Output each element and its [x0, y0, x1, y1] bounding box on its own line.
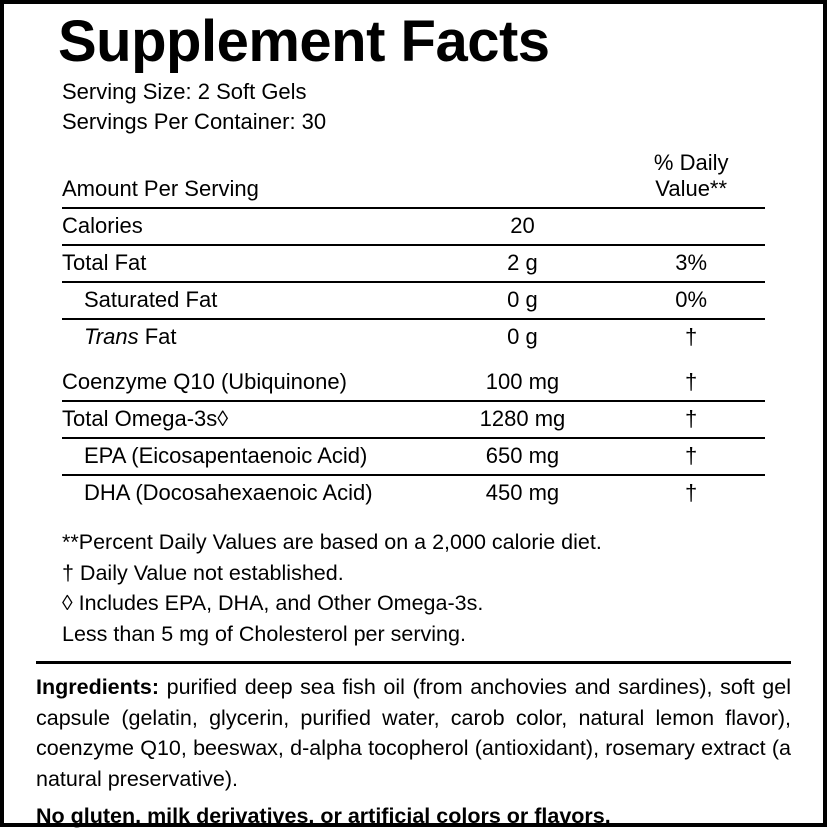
ingredients-section	[36, 661, 791, 829]
footnote-cholesterol: Less than 5 mg of Cholesterol per serving.	[62, 621, 466, 646]
table-header-row	[62, 146, 765, 208]
row-label	[62, 319, 428, 355]
table-row	[62, 365, 765, 401]
footnotes	[62, 527, 765, 649]
row-daily-value: †	[685, 324, 698, 350]
table-row	[62, 319, 765, 355]
footnote-dagger: † Daily Value not established.	[62, 560, 344, 585]
row-daily-value: 0%	[617, 282, 765, 319]
table-row	[62, 475, 765, 511]
ingredients-paragraph	[36, 672, 791, 794]
table-row	[62, 245, 765, 282]
page-title: Supplement Facts	[58, 9, 550, 74]
row-amount: 1280 mg	[428, 401, 618, 438]
servings-per-container: Servings Per Container: 30	[62, 108, 327, 134]
nutrition-table	[62, 146, 765, 355]
row-amount: 100 mg	[428, 365, 618, 401]
row-daily-value: †	[617, 401, 765, 438]
table-row	[62, 438, 765, 475]
row-label: Total Omega-3s◊	[62, 401, 428, 438]
row-label: DHA (Docosahexaenoic Acid)	[84, 480, 373, 506]
row-label: Calories	[62, 208, 428, 245]
footnote-daily-values: **Percent Daily Values are based on a 2,000 calorie diet.	[62, 530, 602, 555]
trans-rest: Fat	[138, 324, 177, 350]
table-row	[62, 208, 765, 245]
row-daily-value	[617, 208, 765, 245]
free-from-statement: No gluten, milk derivatives, or artificial colors or flavors.	[36, 804, 611, 829]
row-amount: 650 mg	[428, 438, 618, 475]
row-label: Saturated Fat	[62, 282, 428, 319]
header-amount-per-serving: Amount Per Serving	[62, 146, 428, 208]
row-amount: 450 mg	[485, 480, 560, 506]
row-amount: 0 g	[507, 324, 538, 350]
table-row	[62, 282, 765, 319]
row-daily-value: †	[617, 365, 765, 401]
trans-italic: Trans	[84, 324, 139, 350]
ingredients-text: purified deep sea fish oil (from anchovies and sardines), soft gel capsule (gelatin, glycerin, purified water, carob color, natural lemon flavor), coenzyme Q10, beeswax, d-alpha tocopherol (antioxidant), rosemary extract (a natural preservative).	[36, 675, 791, 791]
ingredients-label: Ingredients:	[36, 675, 160, 700]
header-amount-spacer	[428, 146, 618, 208]
row-label: Total Fat	[62, 245, 428, 282]
serving-size: Serving Size: 2 Soft Gels	[62, 78, 307, 104]
row-daily-value: †	[685, 480, 698, 506]
row-amount: 2 g	[428, 245, 618, 282]
header-daily-value: % Daily Value**	[617, 146, 765, 208]
row-label: EPA (Eicosapentaenoic Acid)	[62, 438, 428, 475]
table-row	[62, 401, 765, 438]
footnote-lozenge: ◊ Includes EPA, DHA, and Other Omega-3s.	[62, 591, 484, 616]
row-amount: 20	[428, 208, 618, 245]
row-daily-value: 3%	[617, 245, 765, 282]
row-label: Coenzyme Q10 (Ubiquinone)	[62, 365, 428, 401]
row-daily-value: †	[617, 438, 765, 475]
nutrition-table-lower	[62, 365, 765, 511]
row-amount: 0 g	[428, 282, 618, 319]
